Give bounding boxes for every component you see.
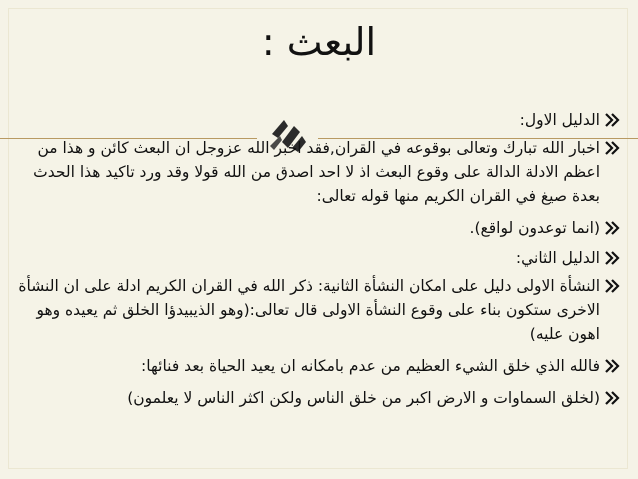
list-item	[10, 136, 622, 214]
double-chevron-bullet-icon	[604, 390, 622, 406]
list-item-text: فالله الذي خلق الشيء العظيم من عدم بامكانه ان يعيد الحياة بعد فنائها:	[141, 357, 600, 375]
list-item-text: (انما توعدون لواقع).	[469, 219, 600, 237]
list-item	[10, 386, 622, 416]
list-item	[10, 354, 622, 384]
double-chevron-bullet-icon	[604, 140, 622, 156]
list-item	[10, 216, 622, 244]
double-chevron-bullet-icon	[604, 112, 622, 128]
slide-title: البعث :	[261, 20, 377, 64]
double-chevron-bullet-icon	[604, 278, 622, 294]
double-chevron-bullet-icon	[604, 250, 622, 266]
list-item-text: اخبار الله تبارك وتعالى بوقوعه في القران,فقد اخبر الله عزوجل ان البعث كائن و هذا من اعظم الادلة الدالة على وقوع البعث اذ لا احد اصدق من الله قولا وقد ورد تاكيد هذا الحدث بعدة صيغ في القران الكريم منها قوله تعالى:	[33, 139, 600, 205]
list-item-text: النشأة الاولى دليل على امكان النشأة الثانية: ذكر الله في القران الكريم ادلة على ان النشأة الاخرى ستكون بناء على وقوع النشأة الاولى قال تعالى:(وهو الذيبيدؤا الخلق ثم يعيده وهو اهون عليه)	[18, 277, 600, 343]
bullet-list	[10, 108, 622, 418]
list-item	[10, 274, 622, 352]
list-item-text: الدليل الثاني:	[515, 249, 600, 267]
list-item	[10, 246, 622, 272]
list-item-text: الدليل الاول:	[519, 111, 600, 129]
list-item	[10, 108, 622, 134]
double-chevron-bullet-icon	[604, 358, 622, 374]
list-item-text: (لخلق السماوات و الارض اكبر من خلق الناس ولكن اكثر الناس لا يعلمون)	[127, 389, 600, 407]
double-chevron-bullet-icon	[604, 220, 622, 236]
